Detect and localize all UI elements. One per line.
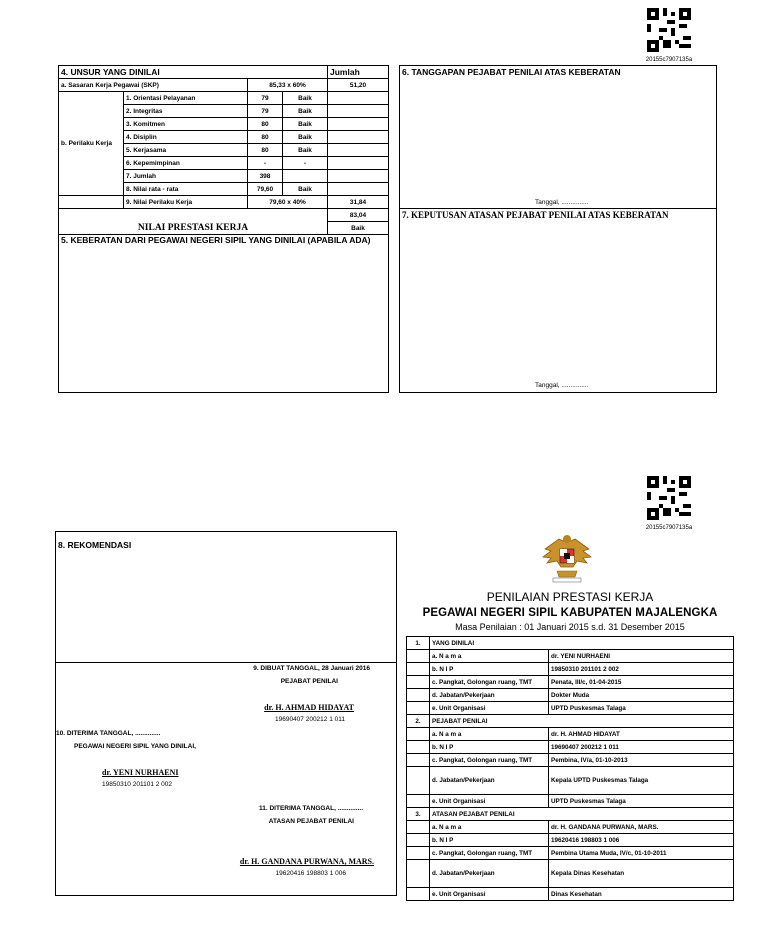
field-value: dr. H. GANDANA PURWANA, MARS.: [549, 821, 734, 834]
row-jumlah: [328, 170, 389, 183]
keberatan-box: [58, 233, 389, 393]
row9-label: 9. Nilai Perilaku Kerja: [124, 196, 248, 209]
section-title: ATASAN PEJABAT PENILAI: [430, 808, 734, 821]
skp-value: 51,20: [328, 79, 389, 92]
pejabat-nip: 19690407 200212 1 011: [274, 716, 345, 723]
page-heading: [405, 590, 735, 632]
section-num: 1.: [407, 637, 430, 650]
row-label: 1. Orientasi Pelayanan: [124, 92, 248, 105]
field-label: d. Jabatan/Pekerjaan: [430, 767, 549, 795]
perilaku-label: b. Perilaku Kerja: [59, 92, 124, 196]
identitas-table-wrapper: [406, 636, 734, 901]
field-label: c. Pangkat, Golongan ruang, TMT: [430, 754, 549, 767]
pejabat-name: dr. H. AHMAD HIDAYAT: [264, 703, 354, 712]
qr-code-text: 20155c7907135a: [645, 525, 693, 531]
row-grade: Baik: [283, 131, 328, 144]
row-grade: [283, 170, 328, 183]
pns-nip: 19850310 201101 2 002: [102, 781, 173, 788]
field-label: e. Unit Organisasi: [430, 795, 549, 808]
qr-code-2: [645, 476, 693, 531]
row-jumlah: [328, 92, 389, 105]
row-label: 6. Kepemimpinan: [124, 157, 248, 170]
row-score: 80: [248, 144, 283, 157]
row-label: 5. Kerjasama: [124, 144, 248, 157]
field-label: e. Unit Organisasi: [430, 888, 549, 901]
unsur-title: 4. UNSUR YANG DINILAI: [59, 66, 328, 79]
dibuat-tanggal: 9. DIBUAT TANGGAL, 28 Januari 2016: [253, 665, 370, 672]
qr-code: [645, 8, 693, 63]
row-grade: Baik: [283, 144, 328, 157]
nilai-prestasi-label: NILAI PRESTASI KERJA: [59, 209, 328, 235]
qr-code-text: 20155c7907135a: [645, 57, 693, 63]
total-grade: Baik: [328, 222, 389, 235]
field-label: d. Jabatan/Pekerjaan: [430, 860, 549, 888]
tanggapan-box: [399, 65, 717, 209]
row9-formula: 79,60 x 40%: [248, 196, 328, 209]
row-jumlah: [328, 183, 389, 196]
field-value: dr. YENI NURHAENI: [549, 650, 734, 663]
rekomendasi-box: [55, 531, 397, 896]
field-value: UPTD Puskesmas Talaga: [549, 702, 734, 715]
field-value: 19620416 198803 1 006: [549, 834, 734, 847]
field-label: a. N a m a: [430, 728, 549, 741]
row-jumlah: [328, 144, 389, 157]
row-score: 80: [248, 118, 283, 131]
atasan-nip: 19620416 198803 1 006: [275, 870, 346, 877]
row-score: 79: [248, 92, 283, 105]
atasan-label: ATASAN PEJABAT PENILAI: [268, 818, 354, 825]
pns-dinilai-label: PEGAWAI NEGERI SIPIL YANG DINILAI,: [74, 743, 196, 750]
row-jumlah: [328, 105, 389, 118]
row-score: 79: [248, 105, 283, 118]
field-value: 19690407 200212 1 011: [549, 741, 734, 754]
masa-penilaian: Masa Penilaian : 01 Januari 2015 s.d. 31 Desember 2015: [455, 622, 685, 632]
diterima-10: 10. DITERIMA TANGGAL, ..............: [56, 730, 161, 737]
row-label: 8. Nilai rata - rata: [124, 183, 248, 196]
field-label: b. N I P: [430, 834, 549, 847]
row-jumlah: [328, 118, 389, 131]
field-value: Kepala Dinas Kesehatan: [549, 860, 734, 888]
section-num: 2.: [407, 715, 430, 728]
row-score: 80: [248, 131, 283, 144]
row-label: 3. Komitmen: [124, 118, 248, 131]
skp-label: a. Sasaran Kerja Pegawai (SKP): [59, 79, 248, 92]
field-value: 19850310 201101 2 002: [549, 663, 734, 676]
section-title: PEJABAT PENILAI: [430, 715, 734, 728]
field-value: UPTD Puskesmas Talaga: [549, 795, 734, 808]
field-label: c. Pangkat, Golongan ruang, TMT: [430, 847, 549, 860]
perilaku-blank: [59, 196, 124, 209]
keputusan-box: [399, 208, 717, 393]
field-value: Pembina, IV/a, 01-10-2013: [549, 754, 734, 767]
field-value: Pembina Utama Muda, IV/c, 01-10-2011: [549, 847, 734, 860]
section-num: 3.: [407, 808, 430, 821]
unsur-table: [58, 65, 389, 235]
row-label: 4. Disiplin: [124, 131, 248, 144]
identitas-table: [406, 636, 734, 901]
row-label: 2. Integritas: [124, 105, 248, 118]
field-label: e. Unit Organisasi: [430, 702, 549, 715]
row-jumlah: [328, 131, 389, 144]
row-jumlah: [328, 157, 389, 170]
row-grade: Baik: [283, 183, 328, 196]
row-grade: -: [283, 157, 328, 170]
qr-code-icon: [647, 476, 691, 520]
row-score: -: [248, 157, 283, 170]
heading-2: PEGAWAI NEGERI SIPIL KABUPATEN MAJALENGKA: [422, 607, 718, 619]
rekomendasi-title: 8. REKOMENDASI: [58, 540, 132, 550]
atasan-name: dr. H. GANDANA PURWANA, MARS.: [239, 857, 374, 866]
pns-name: dr. YENI NURHAENI: [102, 768, 179, 777]
field-label: b. N I P: [430, 663, 549, 676]
garuda-emblem: [539, 531, 595, 585]
row-label: 7. Jumlah: [124, 170, 248, 183]
tanggal-1: Tanggal, ...............: [535, 199, 589, 206]
heading-1: PENILAIAN PRESTASI KERJA: [486, 590, 654, 604]
field-label: a. N a m a: [430, 650, 549, 663]
tanggal-2: Tanggal, ...............: [535, 382, 589, 389]
row-score: 79,60: [248, 183, 283, 196]
field-label: c. Pangkat, Golongan ruang, TMT: [430, 676, 549, 689]
row9-value: 31,84: [328, 196, 389, 209]
garuda-icon: [539, 531, 595, 585]
field-value: dr. H. AHMAD HIDAYAT: [549, 728, 734, 741]
tanggapan-title: 6. TANGGAPAN PEJABAT PENILAI ATAS KEBERATAN: [402, 67, 621, 77]
field-value: Kepala UPTD Puskesmas Talaga: [549, 767, 734, 795]
field-label: d. Jabatan/Pekerjaan: [430, 689, 549, 702]
pejabat-penilai-label: PEJABAT PENILAI: [280, 678, 338, 685]
diterima-11: 11. DITERIMA TANGGAL, ..............: [258, 805, 363, 812]
row-grade: Baik: [283, 118, 328, 131]
row-score: 398: [248, 170, 283, 183]
unsur-table-wrapper: [58, 65, 389, 235]
row-grade: Baik: [283, 92, 328, 105]
keberatan-title: 5. KEBERATAN DARI PEGAWAI NEGERI SIPIL YANG DINILAI (APABILA ADA): [61, 235, 371, 245]
field-label: b. N I P: [430, 741, 549, 754]
rekomendasi-divider: [56, 662, 396, 663]
row-grade: Baik: [283, 105, 328, 118]
field-value: Dinas Kesehatan: [549, 888, 734, 901]
field-label: a. N a m a: [430, 821, 549, 834]
field-value: Dokter Muda: [549, 689, 734, 702]
jumlah-header: Jumlah: [328, 66, 389, 79]
field-value: Penata, III/c, 01-04-2015: [549, 676, 734, 689]
keputusan-title: 7. KEPUTUSAN ATASAN PEJABAT PENILAI ATAS KEBERATAN: [402, 210, 669, 220]
skp-formula: 85,33 x 60%: [248, 79, 328, 92]
section-title: YANG DINILAI: [430, 637, 734, 650]
total-value: 83,04: [328, 209, 389, 222]
qr-code-icon: [647, 8, 691, 52]
